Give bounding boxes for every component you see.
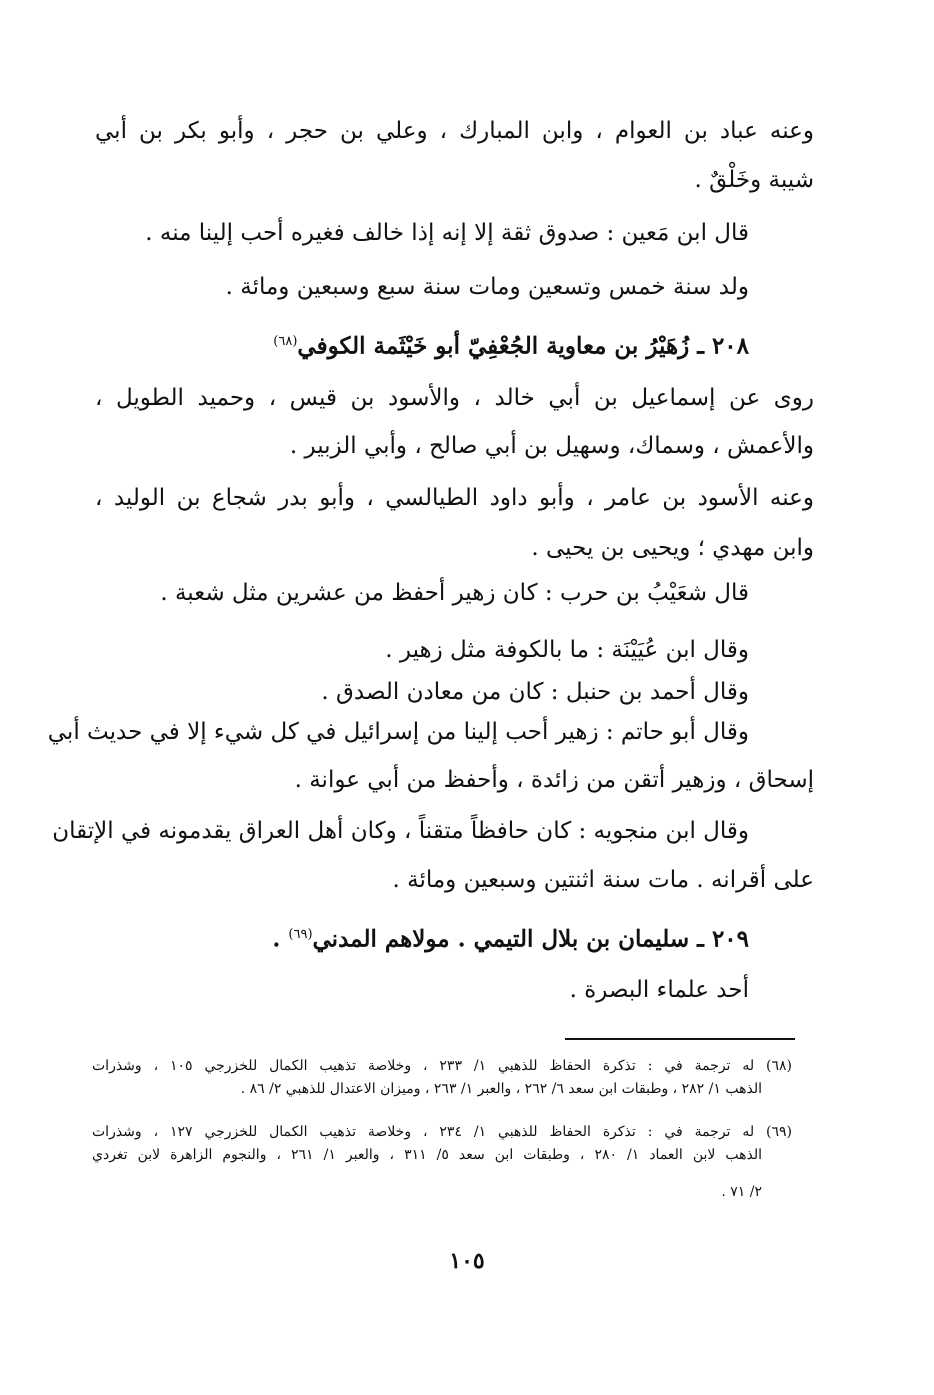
- text-line: إسحاق ، وزهير أتقن من زائدة ، وأحفظ من أبي عوانة .: [294, 767, 814, 793]
- entry-title: ٢٠٩ ـ سليمان بن بلال التيمي . مولاهم المدني: [312, 925, 749, 953]
- entry-heading-208: [273, 327, 749, 362]
- text-line: قال ابن مَعين : صدوق ثقة إلا إنه إذا خالف فغيره أحب إلينا منه .: [145, 220, 749, 246]
- page-number: ١٠٥: [449, 1248, 485, 1274]
- text-line: ولد سنة خمس وتسعين ومات سنة سبع وسبعين ومائة .: [225, 274, 749, 300]
- text-line: وقال أحمد بن حنبل : كان من معادن الصدق .: [321, 679, 749, 705]
- footnote-ref: (٦٨): [273, 334, 298, 349]
- entry-end: .: [272, 925, 281, 953]
- text-line: على أقرانه . مات سنة اثنتين وسبعين ومائة .: [392, 867, 814, 893]
- footnote-line: الذهب لابن العماد ١/ ٢٨٠ ، وطبقات ابن سعد ٥/ ٣١١ ، والعبر ١/ ٢٦١ ، والنجوم الزاهرة لابن تغردي: [92, 1147, 763, 1163]
- text-line: قال شعَيْبُ بن حرب : كان زهير أحفظ من عشرين مثل شعبة .: [160, 580, 749, 606]
- footnote-line: (٦٩) له ترجمة في : تذكرة الحفاظ للذهبي ١/ ٢٣٤ ، وخلاصة تذهيب الكمال للخزرجي ١٢٧ ، وشذرات: [92, 1124, 792, 1140]
- footnote-line: ٢/ ٧١ .: [721, 1184, 762, 1200]
- text-line: وعنه عباد بن العوام ، وابن المبارك ، وعلي بن حجر ، وأبو بكر بن أبي: [95, 118, 814, 144]
- text-line: شيبة وخَلْقٌ .: [694, 167, 814, 193]
- text-line: وعنه الأسود بن عامر ، وأبو داود الطيالسي ، وأبو بدر شجاع بن الوليد ،: [95, 485, 814, 511]
- footnote-separator: [565, 1038, 795, 1040]
- text-line: وابن مهدي ؛ ويحيى بن يحيى .: [531, 535, 814, 561]
- footnote-line: الذهب ١/ ٢٨٢ ، وطبقات ابن سعد ٦/ ٢٦٢ ، والعبر ١/ ٢٦٣ ، وميزان الاعتدال للذهبي ٢/ ٨٦ .: [240, 1081, 762, 1097]
- text-line: والأعمش ، وسماك، وسهيل بن أبي صالح ، وأبي الزبير .: [289, 433, 814, 459]
- text-line: وقال أبو حاتم : زهير أحب إلينا من إسرائيل في كل شيء إلا في حديث أبي: [47, 719, 749, 745]
- text-line: أحد علماء البصرة .: [569, 977, 749, 1003]
- text-line: وقال ابن عُيَيْنَة : ما بالكوفة مثل زهير .: [385, 637, 749, 663]
- footnote-ref: (٦٩): [288, 927, 313, 942]
- footnote-line: (٦٨) له ترجمة في : تذكرة الحفاظ للذهبي ١/ ٢٣٣ ، وخلاصة تذهيب الكمال للخزرجي ١٠٥ ، وشذرات: [92, 1058, 792, 1074]
- text-line: روى عن إسماعيل بن أبي خالد ، والأسود بن قيس ، وحميد الطويل ،: [95, 385, 814, 411]
- entry-title: ٢٠٨ ـ زُهَيْرُ بن معاوية الجُعْفِيّ أبو خَيْثَمة الكوفي: [297, 332, 749, 360]
- entry-heading-209: [272, 920, 749, 955]
- text-line: وقال ابن منجويه : كان حافظاً متقناً ، وكان أهل العراق يقدمونه في الإتقان: [52, 818, 749, 844]
